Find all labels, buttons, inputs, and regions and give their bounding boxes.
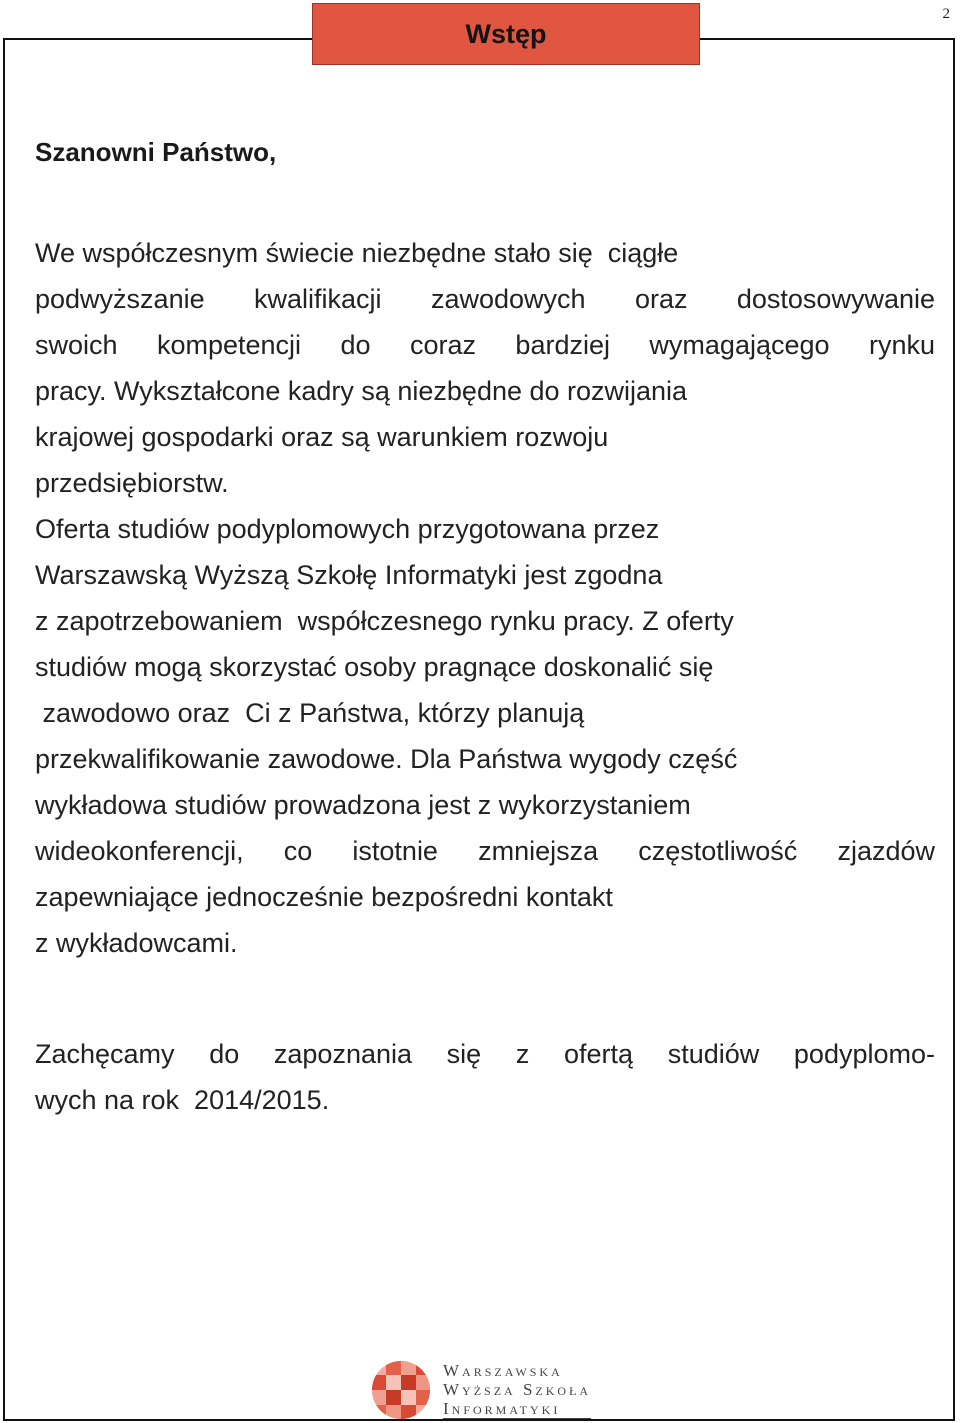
body-line: podwyższanie kwalifikacji zawodowych oraz dostosowywanie — [35, 284, 935, 314]
school-logo — [371, 1360, 591, 1420]
body-line: studiów mogą skorzystać osoby pragnące doskonalić się — [35, 652, 714, 682]
closing-paragraph — [35, 1031, 935, 1123]
body-line: We współczesnym świecie niezbędne stało się ciągłe — [35, 238, 679, 268]
logo-line: Warszawska — [443, 1361, 563, 1380]
body-line: Oferta studiów podyplomowych przygotowana przez — [35, 514, 660, 544]
body-line: przekwalifikowanie zawodowe. Dla Państwa wygody część — [35, 744, 738, 774]
body-line: Warszawską Wyższą Szkołę Informatyki jest zgodna — [35, 560, 663, 590]
section-title-banner — [312, 3, 700, 65]
body-line: z wykładowcami. — [35, 928, 238, 958]
logo-wordmark — [443, 1361, 591, 1419]
letter-body — [35, 230, 935, 966]
body-line: z zapotrzebowaniem współczesnego rynku pracy. Z oferty — [35, 606, 734, 636]
greeting: Szanowni Państwo, — [35, 137, 277, 167]
body-line: wideokonferencji, co istotnie zmniejsza częstotliwość zjazdów — [35, 836, 935, 866]
body-line: zawodowo oraz Ci z Państwa, którzy planują — [35, 698, 585, 728]
logo-line: Informatyki — [443, 1399, 591, 1419]
logo-mosaic-icon — [371, 1360, 431, 1420]
page-number: 2 — [942, 6, 950, 22]
body-line: pracy. Wykształcone kadry są niezbędne do rozwijania — [35, 376, 688, 406]
section-title: Wstęp — [465, 18, 547, 49]
body-line: zapewniające jednocześnie bezpośredni kontakt — [35, 882, 613, 912]
logo-line: Wyższa Szkoła — [443, 1380, 592, 1399]
body-line: krajowej gospodarki oraz są warunkiem rozwoju — [35, 422, 609, 452]
closing-line: Zachęcamy do zapoznania się z ofertą studiów podyplomo- — [35, 1039, 935, 1069]
closing-line: wych na rok 2014/2015. — [35, 1085, 330, 1115]
body-line: wykładowa studiów prowadzona jest z wykorzystaniem — [35, 790, 691, 820]
body-line: przedsiębiorstw. — [35, 468, 229, 498]
body-line: swoich kompetencji do coraz bardziej wymagającego rynku — [35, 330, 935, 360]
